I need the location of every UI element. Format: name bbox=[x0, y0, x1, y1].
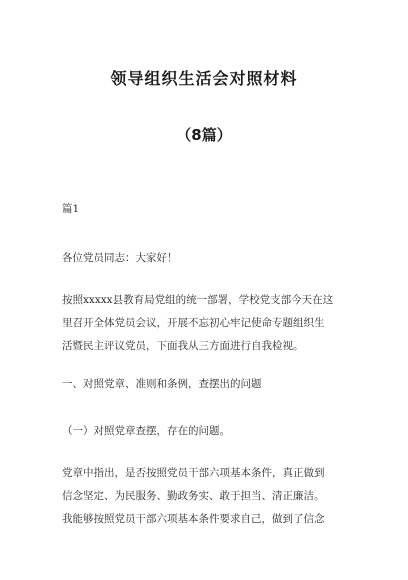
heading-level-2: （一）对照党章查摆，存在的问题。 bbox=[62, 425, 230, 437]
paragraph-line: 活暨民主评议党员，下面我从三方面进行自我检视。 bbox=[62, 340, 304, 352]
paragraph-line: 党章中指出，是否按照党员干部六项基本条件，真正做到 bbox=[62, 467, 325, 479]
paragraph-line: 我能够按照党员干部六项基本条件要求自己，做到了信念 bbox=[62, 513, 325, 525]
intro-paragraph bbox=[62, 289, 352, 358]
heading-level-1: 一、对照党章、准则和条例，查摆出的问题 bbox=[62, 378, 262, 390]
section-label: 篇1 bbox=[62, 203, 80, 215]
body-paragraph bbox=[62, 462, 352, 531]
paragraph-line: 按照xxxxx县教育局党组的统一部署，学校党支部今天在这 bbox=[62, 294, 334, 306]
document-subtitle: （8篇） bbox=[176, 126, 232, 144]
document-title: 领导组织生活会对照材料 bbox=[110, 69, 298, 88]
greeting-paragraph: 各位党员同志：大家好！ bbox=[62, 252, 178, 264]
paragraph-line: 信念坚定、为民服务、勤政务实、敢于担当、清正廉洁。 bbox=[62, 490, 325, 502]
paragraph-line: 里召开全体党员会议，开展不忘初心牢记使命专题组织生 bbox=[62, 317, 325, 329]
